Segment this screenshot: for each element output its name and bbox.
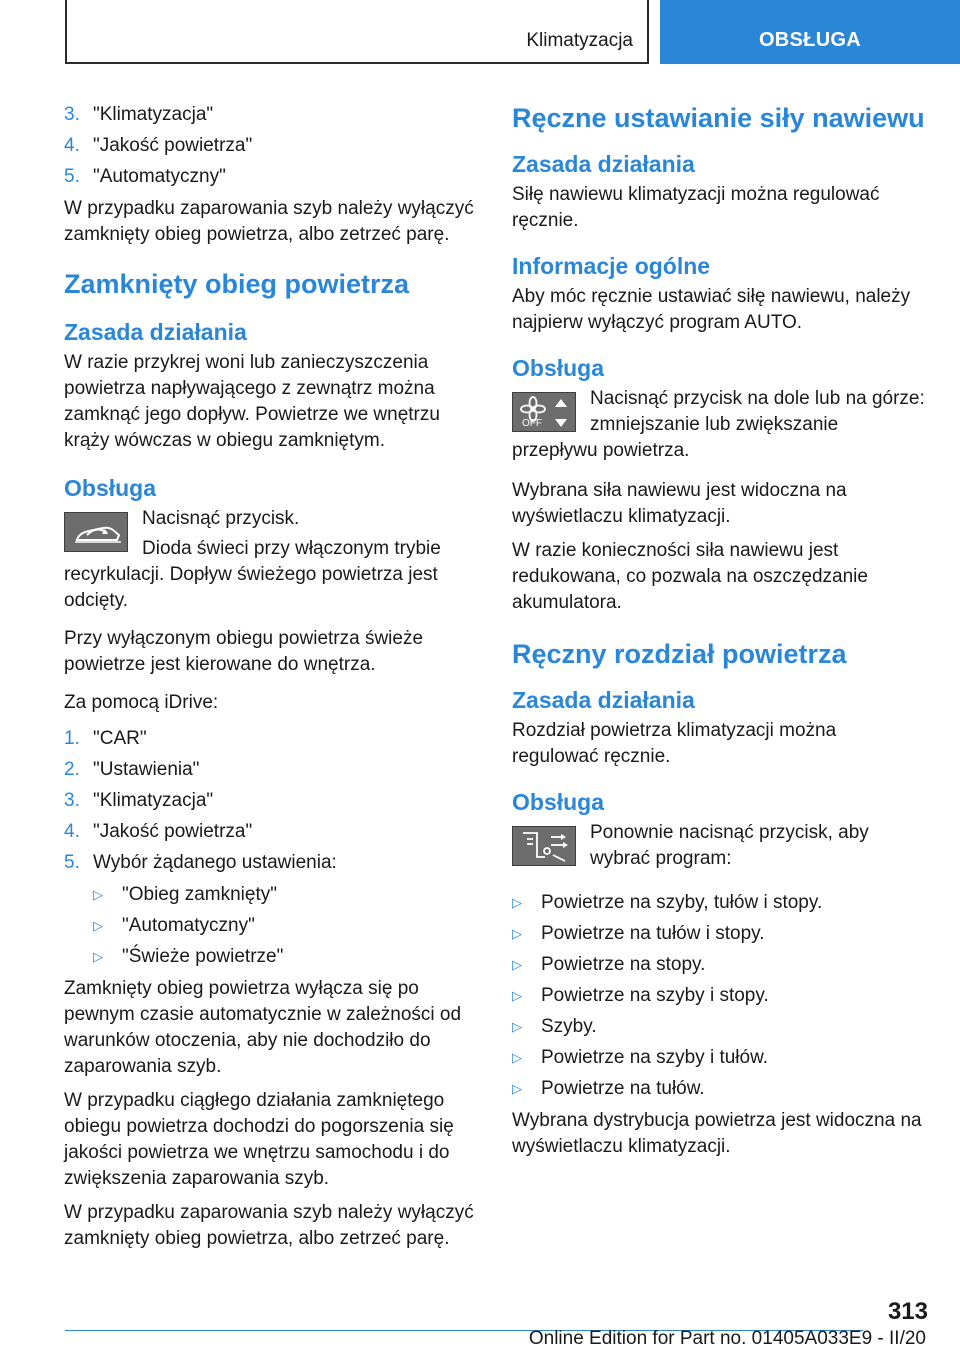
body-paragraph: Za pomocą iDrive:	[64, 692, 219, 713]
list-item: ▷ "Świeże powietrze"	[93, 944, 478, 970]
subheading-zasada: Zasada działania	[512, 687, 695, 713]
list-item: ▷ Powietrze na tułów.	[512, 1076, 926, 1102]
triangle-bullet-icon: ▷	[93, 918, 103, 933]
options-list	[93, 882, 478, 970]
triangle-bullet-icon: ▷	[512, 1081, 522, 1096]
body-paragraph: W przypadku ciągłego działania zamkniętego obiegu powietrza dochodzi do pogorszenia się jakości powietrza we wnętrzu samochodu i do zwiększenia zaparowania szyb.	[64, 1090, 454, 1189]
header-section-title: Klimatyzacja	[526, 30, 633, 51]
triangle-bullet-icon: ▷	[93, 949, 103, 964]
triangle-bullet-icon: ▷	[512, 1050, 522, 1065]
top-steps-list	[64, 102, 478, 190]
header-section	[65, 0, 649, 64]
triangle-bullet-icon: ▷	[512, 926, 522, 941]
footer-edition: Online Edition for Part no. 01405A033E9 - II/20	[528, 1328, 926, 1349]
triangle-bullet-icon: ▷	[512, 957, 522, 972]
section-heading: Ręczne ustawianie siły nawiewu	[512, 103, 925, 133]
section-heading: Zamknięty obieg powietrza	[64, 269, 410, 299]
list-item: 4. "Jakość powietrza"	[64, 135, 253, 156]
icon-block	[64, 506, 478, 622]
list-item: 5. "Automatyczny"	[64, 166, 226, 187]
subheading-zasada: Zasada działania	[512, 151, 695, 177]
body-paragraph: Wybrana siła nawiewu jest widoczna na wyświetlaczu klimatyzacji.	[512, 480, 847, 527]
body-paragraph: W razie konieczności siła nawiewu jest redukowana, co pozwala na oszczędzanie akumulatora.	[512, 540, 868, 613]
header-chapter-tab[interactable]	[660, 0, 960, 64]
body-paragraph: Przy wyłączonym obiegu powietrza świeże powietrze jest kierowane do wnętrza.	[64, 628, 424, 675]
list-item: 3. "Klimatyzacja"	[64, 104, 214, 125]
triangle-bullet-icon: ▷	[512, 988, 522, 1003]
list-item: ▷ Powietrze na tułów i stopy.	[512, 921, 926, 947]
fan-off-label: OFF	[522, 418, 542, 429]
list-item: ▷ "Obieg zamknięty"	[93, 882, 478, 908]
list-item: ▷ Powietrze na szyby, tułów i stopy.	[512, 890, 926, 916]
list-item: 3. "Klimatyzacja"	[64, 790, 214, 811]
subheading-obsluga: Obsługa	[512, 789, 605, 815]
subheading-zasada: Zasada działania	[64, 319, 247, 345]
icon-text: Ponownie nacisnąć przycisk, aby wybrać program:	[590, 822, 869, 869]
list-item: ▷ Powietrze na stopy.	[512, 952, 926, 978]
body-paragraph: Aby móc ręcznie ustawiać siłę nawiewu, należy najpierw wyłączyć program AUTO.	[512, 286, 911, 333]
body-paragraph: W razie przykrej woni lub zanieczyszczenia powietrza napływającego z zewnątrz można zamknąć jego dopływ. Powietrze we wnętrzu krąży wówczas w obiegu zamkniętym.	[64, 352, 440, 451]
list-item: ▷ Powietrze na szyby i tułów.	[512, 1045, 926, 1071]
body-paragraph: Rozdział powietrza klimatyzacji można regulować ręcznie.	[512, 720, 837, 767]
triangle-bullet-icon: ▷	[512, 1019, 522, 1034]
icon-block	[512, 820, 926, 880]
subheading-obsluga: Obsługa	[512, 355, 605, 381]
triangle-bullet-icon: ▷	[93, 887, 103, 902]
body-paragraph: Zamknięty obieg powietrza wyłącza się po pewnym czasie automatycznie w zależności od warunków otoczenia, aby nie dochodziło do zaparowania szyb.	[64, 978, 462, 1077]
body-paragraph: Wybrana dystrybucja powietrza jest widoczna na wyświetlaczu klimatyzacji.	[512, 1110, 922, 1157]
icon-text: Dioda świeci przy włączonym trybie recyrkulacji. Dopływ świeżego powietrza jest odcięty.	[64, 538, 441, 611]
left-column	[64, 102, 478, 1260]
icon-text: Nacisnąć przycisk.	[142, 508, 300, 529]
body-paragraph: W przypadku zaparowania szyb należy wyłączyć zamknięty obieg powietrza, albo zetrzeć parę.	[64, 1202, 474, 1249]
air-distribution-icon	[512, 826, 576, 866]
icon-text: Nacisnąć przycisk na dole lub na górze: zmniejszanie lub zwiększanie przepływu powietrza.	[512, 388, 925, 461]
list-item: 1. "CAR"	[64, 728, 147, 749]
list-item: 2. "Ustawienia"	[64, 759, 200, 780]
list-item: ▷ Powietrze na szyby i stopy.	[512, 983, 926, 1009]
subheading-obsluga: Obsługa	[64, 475, 157, 501]
recirculation-icon	[64, 512, 128, 552]
page-number: 313	[887, 1298, 928, 1325]
fan-speed-icon	[512, 392, 576, 432]
body-paragraph: W przypadku zaparowania szyb należy wyłączyć zamknięty obieg powietrza, albo zetrzeć parę.	[64, 198, 474, 245]
list-item: ▷ Szyby.	[512, 1014, 926, 1040]
body-paragraph: Siłę nawiewu klimatyzacji można regulować ręcznie.	[512, 184, 880, 231]
list-item: 5. Wybór żądanego ustawienia:	[64, 852, 337, 873]
list-item: ▷ "Automatyczny"	[93, 913, 478, 939]
idrive-steps-list	[64, 726, 478, 876]
section-heading: Ręczny rozdział powietrza	[512, 639, 847, 669]
programs-list	[512, 890, 926, 1102]
header-chapter-label: OBSŁUGA	[758, 29, 862, 51]
list-item: 4. "Jakość powietrza"	[64, 821, 253, 842]
icon-block	[512, 386, 926, 472]
triangle-bullet-icon: ▷	[512, 895, 522, 910]
subheading-info: Informacje ogólne	[512, 253, 711, 279]
right-column	[512, 102, 926, 1168]
